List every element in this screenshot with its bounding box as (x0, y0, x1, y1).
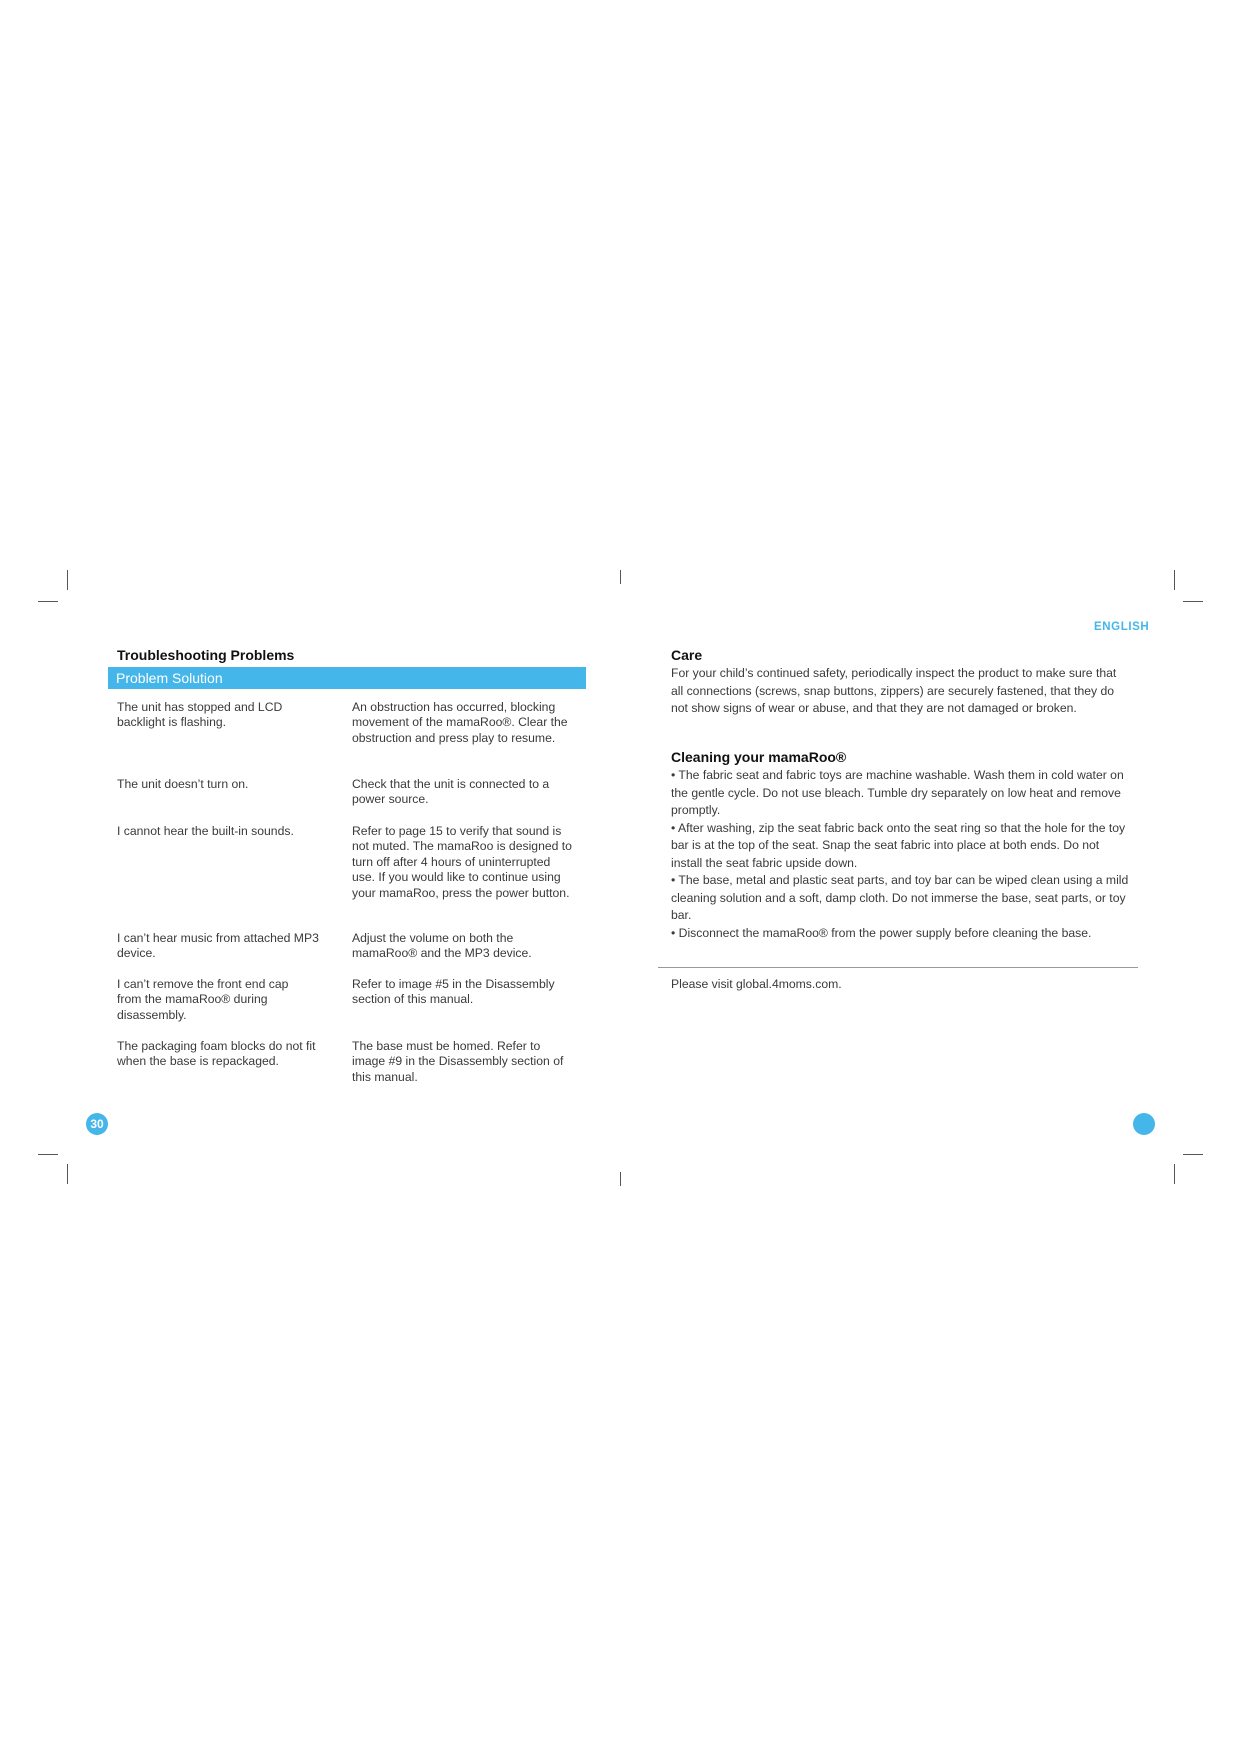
list-item: • The fabric seat and fabric toys are machine washable. Wash them in cold water on the gentle cycle. Do not use bleach. Tumble dry separately on low heat and remove promptly. (671, 768, 1124, 817)
list-item: • Disconnect the mamaRoo® from the power supply before cleaning the base. (671, 925, 1092, 940)
solution-cell: Refer to image #5 in the Disassembly section of this manual. (352, 977, 555, 1007)
problem-cell: I cannot hear the built-in sounds. (117, 824, 294, 838)
crop-mark (67, 570, 68, 590)
problem-cell: The unit has stopped and LCD backlight is flashing. (117, 700, 283, 730)
solution-cell: Adjust the volume on both the mamaRoo® and the MP3 device. (352, 931, 532, 961)
list-item: • The base, metal and plastic seat parts, and toy bar can be wiped clean using a mild cleaning solution and a soft, damp cloth. Do not immerse the base, seat parts, or toy bar. (671, 873, 1129, 922)
troubleshooting-title: Troubleshooting Problems (117, 647, 295, 663)
care-title: Care (671, 647, 703, 663)
problem-cell: I can’t hear music from attached MP3 device. (117, 931, 319, 961)
crop-mark (38, 1154, 58, 1155)
language-label: ENGLISH (1094, 621, 1150, 633)
crop-mark (1183, 601, 1203, 602)
page-number-badge: 30 (86, 1113, 108, 1135)
cleaning-title: Cleaning your mamaRoo® (671, 749, 847, 765)
problem-cell: The unit doesn’t turn on. (117, 777, 249, 791)
crop-mark (1183, 1154, 1203, 1155)
crop-mark (620, 570, 621, 584)
cleaning-list (671, 767, 1131, 942)
crop-mark (1174, 570, 1175, 590)
problem-cell: I can’t remove the front end cap from the mamaRoo® during disassembly. (117, 977, 289, 1022)
solution-cell: The base must be homed. Refer to image #9 in the Disassembly section of this manual. (352, 1039, 564, 1084)
care-text: For your child’s continued safety, periodically inspect the product to make sure that all connections (screws, snap buttons, zippers) are securely fastened, that they do not show signs of wear or abuse, and that they are not damaged or broken. (671, 666, 1117, 715)
visit-text: Please visit global.4moms.com. (671, 977, 842, 991)
crop-mark (620, 1172, 621, 1186)
list-item: • After washing, zip the seat fabric back onto the seat ring so that the hole for the toy bar is at the top of the seat. Snap the seat fabric into place at both ends. Do not install the seat fabric upside down. (671, 820, 1126, 870)
divider (658, 967, 1138, 968)
table-header-band: Problem Solution (108, 667, 586, 689)
solution-cell: An obstruction has occurred, blocking movement of the mamaRoo®. Clear the obstruction and press play to resume. (352, 700, 568, 745)
solution-cell: Refer to page 15 to verify that sound is not muted. The mamaRoo is designed to turn off after 4 hours of uninterrupted use. If you would like to continue using your mamaRoo, press the power button. (352, 824, 572, 900)
problem-cell: The packaging foam blocks do not fit when the base is repackaged. (117, 1039, 316, 1069)
crop-mark (38, 601, 58, 602)
crop-mark (1174, 1164, 1175, 1184)
page-dot (1133, 1113, 1155, 1135)
crop-mark (67, 1164, 68, 1184)
solution-cell: Check that the unit is connected to a power source. (352, 777, 550, 807)
